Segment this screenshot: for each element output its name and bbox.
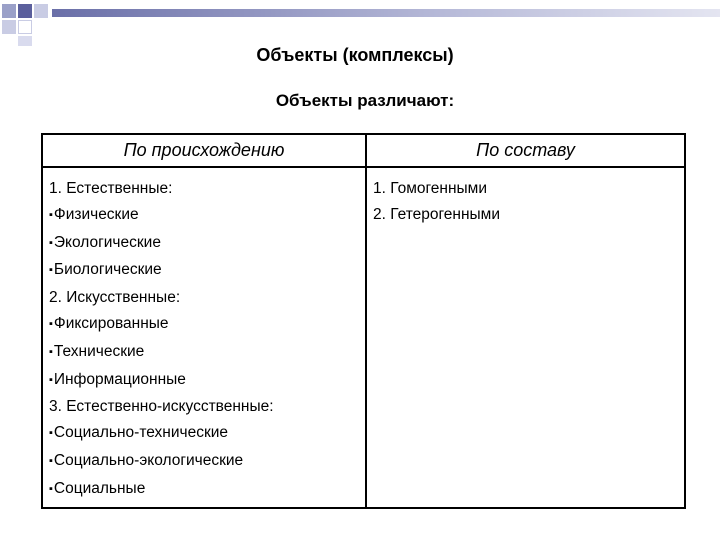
list-item-text: 3. Естественно-искусственные:: [49, 398, 274, 416]
composition-cell: [366, 167, 685, 508]
slide-subtitle: Объекты различают:: [275, 91, 455, 110]
list-item: [49, 476, 365, 504]
header-composition: По составу: [366, 134, 685, 167]
list-item-text: 1. Естественные:: [49, 180, 173, 197]
decor-square: [18, 4, 32, 18]
list-item-text: 2. Гетерогенными: [373, 205, 500, 223]
composition-list: [367, 168, 684, 228]
origin-cell: [42, 167, 366, 508]
list-item-text: Физические: [53, 205, 139, 223]
list-item-text: Биологические: [53, 261, 162, 279]
list-item-text: 2. Искусственные:: [49, 289, 181, 307]
decor-square: [34, 4, 48, 18]
origin-list: [43, 168, 365, 504]
table-body-row: [42, 167, 685, 508]
list-item: [49, 176, 365, 202]
list-item: [49, 420, 365, 448]
table-header-row: [42, 134, 685, 167]
top-decor-bar: [52, 9, 720, 17]
decor-square: [2, 20, 16, 34]
list-item: [373, 202, 684, 228]
list-item: [49, 367, 365, 395]
decor-square: [18, 20, 32, 34]
list-item: [373, 176, 684, 202]
list-item-text: 1. Гомогенными: [373, 180, 487, 197]
list-item: [49, 339, 365, 367]
classification-table: [41, 133, 686, 509]
list-item: [49, 257, 365, 285]
list-item: [49, 448, 365, 476]
decor-square: [2, 4, 16, 18]
list-item-text: Социальные: [53, 479, 146, 497]
list-item-text: Информационные: [53, 370, 186, 388]
list-item: [49, 394, 365, 420]
list-item-text: Социально-экологические: [53, 451, 244, 469]
header-origin: По происхождению: [42, 134, 366, 167]
list-item: [49, 230, 365, 258]
list-item: [49, 202, 365, 230]
list-item-text: Фиксированные: [53, 314, 169, 332]
list-item: [49, 311, 365, 339]
list-item-text: Технические: [53, 342, 145, 360]
slide-title: Объекты (комплексы): [256, 45, 454, 65]
list-item: [49, 285, 365, 311]
list-item-text: Экологические: [53, 233, 161, 251]
list-item-text: Социально-технические: [53, 424, 229, 442]
